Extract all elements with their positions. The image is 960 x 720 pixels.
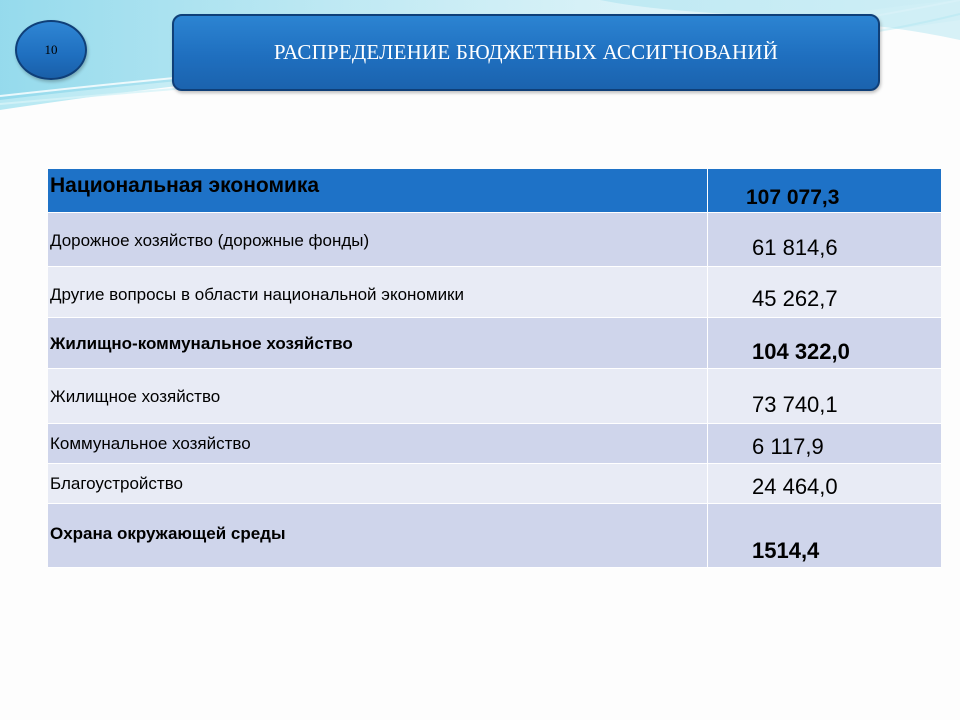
row-value: 73 740,1	[708, 369, 942, 424]
row-value: 107 077,3	[708, 169, 942, 213]
table-row	[48, 213, 941, 267]
table-row	[48, 369, 941, 424]
page-number: 10	[44, 42, 58, 57]
row-name: Национальная экономика	[48, 169, 708, 213]
row-name: Жилищно-коммунальное хозяйство	[48, 318, 708, 369]
table-row	[48, 424, 941, 464]
table-row	[48, 464, 941, 504]
table-row	[48, 504, 941, 568]
row-value: 24 464,0	[708, 464, 942, 504]
page-number-badge	[15, 20, 87, 80]
slide-title-box	[172, 14, 880, 91]
table-row	[48, 318, 941, 369]
budget-table	[48, 169, 941, 568]
row-name: Коммунальное хозяйство	[48, 424, 708, 464]
row-value: 61 814,6	[708, 213, 942, 267]
row-name: Благоустройство	[48, 464, 708, 504]
row-name: Дорожное хозяйство (дорожные фонды)	[48, 213, 708, 267]
row-name: Жилищное хозяйство	[48, 369, 708, 424]
row-value: 45 262,7	[708, 267, 942, 318]
row-value: 104 322,0	[708, 318, 942, 369]
row-value: 6 117,9	[708, 424, 942, 464]
table-row	[48, 169, 941, 213]
slide-title: РАСПРЕДЕЛЕНИЕ БЮДЖЕТНЫХ АССИГНОВАНИЙ	[273, 40, 779, 64]
table-row	[48, 267, 941, 318]
row-name: Охрана окружающей среды	[48, 504, 708, 568]
row-name: Другие вопросы в области национальной экономики	[48, 267, 708, 318]
row-value: 1514,4	[708, 504, 942, 568]
